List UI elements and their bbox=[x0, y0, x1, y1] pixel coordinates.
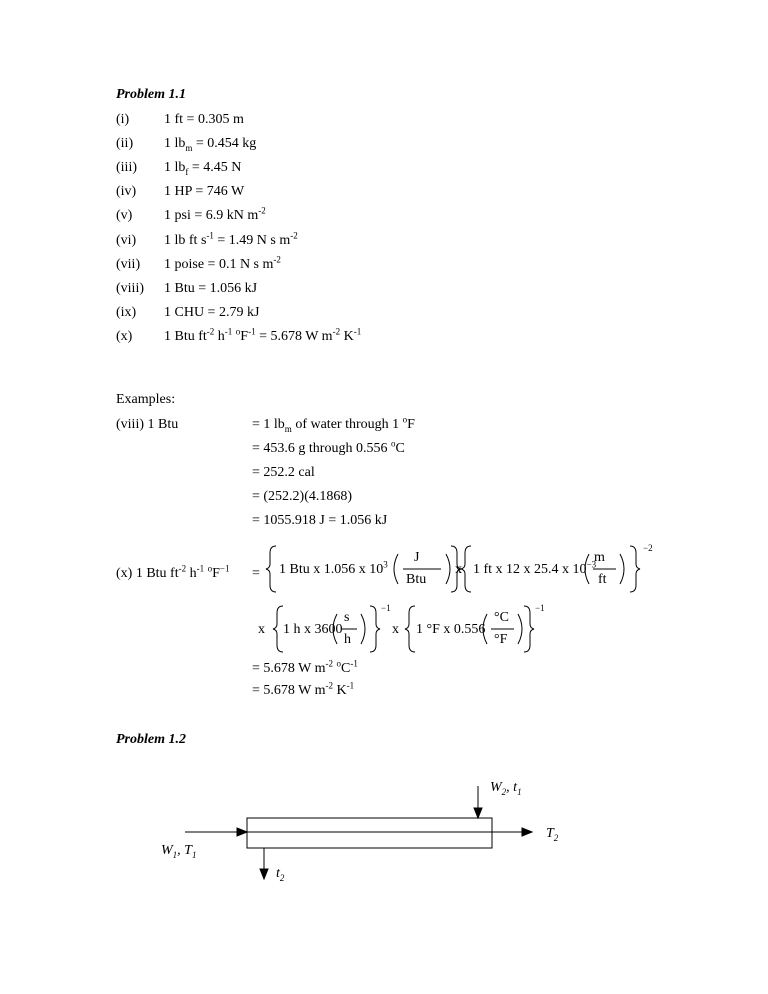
example-x-label: (x) 1 Btu $ft^{-2}$ $h^{-1}$ $^oF^{-1}$ bbox=[116, 563, 230, 581]
conversion-number: (i) bbox=[116, 112, 130, 127]
conversion-equation: 1 $lb_f = 4.45$ N bbox=[164, 160, 242, 177]
label-T2-outlet: $T_2$ bbox=[546, 826, 559, 843]
example-x-equals: = bbox=[252, 566, 260, 581]
conversion-equation: 1 HP = 746 W bbox=[164, 184, 245, 199]
arrow-right-inlet bbox=[237, 828, 247, 836]
conversion-number: (viii) bbox=[116, 281, 144, 296]
brace-open-1 bbox=[266, 546, 276, 592]
brace-close-4 bbox=[524, 606, 534, 652]
eq-times-2: x bbox=[258, 622, 265, 637]
eq-power-3: −1 bbox=[535, 603, 545, 613]
conversion-number: (iv) bbox=[116, 184, 137, 199]
label-w1-T1: $W_1$, $T_1$ bbox=[161, 843, 197, 860]
conversion-number: (vi) bbox=[116, 233, 137, 248]
paren-close-2 bbox=[620, 554, 624, 584]
conversion-equation: 1 poise = 0.1 N s $m^{-2}$ bbox=[164, 254, 281, 272]
frac1-denominator: Btu bbox=[406, 572, 427, 587]
label-w2-t1: $W_2$, $t_1$ bbox=[490, 780, 522, 797]
eq-term-4: 1 °F x 0.556 bbox=[416, 622, 486, 637]
example-x-result-kelvin: = 5.678 W $m^{-2}$ $K^{-1}$ bbox=[252, 680, 355, 698]
conversion-equation: 1 CHU = 2.79 kJ bbox=[164, 305, 260, 320]
brace-open-3 bbox=[273, 606, 283, 652]
arrow-right-outlet bbox=[522, 828, 532, 836]
conversion-number: (vii) bbox=[116, 257, 141, 272]
frac2-numerator: m bbox=[594, 550, 605, 565]
conversion-number: (ix) bbox=[116, 305, 137, 320]
example-viii-step: = 1 $lb_m$ of water through 1 $^o$F bbox=[252, 414, 415, 434]
problem-1-1-heading: Problem 1.1 bbox=[116, 87, 186, 102]
arrow-down-top bbox=[474, 808, 482, 818]
arrow-down-bottom bbox=[260, 869, 268, 879]
conversion-number: (v) bbox=[116, 208, 133, 223]
frac1-numerator: J bbox=[414, 550, 420, 565]
eq-term-2: 1 ft x 12 x 25.4 x $10^{-3}$ bbox=[473, 559, 597, 577]
brace-open-2 bbox=[461, 546, 471, 592]
eq-times-3: x bbox=[392, 622, 399, 637]
conversion-number: (x) bbox=[116, 329, 133, 344]
paren-close-1 bbox=[446, 554, 450, 584]
paren-open-1 bbox=[394, 554, 398, 584]
brace-close-3 bbox=[370, 606, 380, 652]
conversion-number: (ii) bbox=[116, 136, 134, 151]
examples-label: Examples: bbox=[116, 392, 176, 407]
heat-exchanger-diagram bbox=[185, 786, 532, 879]
eq-term-1: 1 Btu x 1.056 x $10^3$ bbox=[279, 559, 388, 577]
example-viii-step: = 1055.918 J = 1.056 kJ bbox=[252, 513, 388, 528]
conversion-equation: 1 $lb_m = 0.454$ kg bbox=[164, 136, 257, 153]
frac3-numerator: s bbox=[344, 610, 350, 625]
label-t2-bottom: $t_2$ bbox=[276, 866, 285, 883]
conversion-equation: 1 Btu = 1.056 kJ bbox=[164, 281, 258, 296]
eq-power-1: −2 bbox=[643, 543, 653, 553]
conversion-equation: 1 ft = 0.305 m bbox=[164, 112, 244, 127]
conversion-equation: 1 Btu $ft^{-2}$ $h^{-1}$ $^oF^{-1} = 5.678$ W $m^{-2}$ $K^{-1}$ bbox=[164, 326, 362, 344]
example-viii-label: (viii) 1 Btu bbox=[116, 417, 179, 432]
example-viii-step: = 453.6 g through 0.556 $^o$C bbox=[252, 438, 405, 456]
example-x-result-celsius: = 5.678 W $m^{-2}$ $^oC^{-1}$ bbox=[252, 658, 358, 676]
conversion-equation: 1 psi = 6.9 kN $m^{-2}$ bbox=[164, 205, 266, 223]
frac2-denominator: ft bbox=[598, 572, 607, 587]
conversion-number: (iii) bbox=[116, 160, 137, 175]
example-viii-step: = (252.2)(4.1868) bbox=[252, 489, 353, 504]
frac3-denominator: h bbox=[344, 632, 351, 647]
example-viii-step: = 252.2 cal bbox=[252, 465, 315, 480]
paren-close-4 bbox=[518, 614, 522, 644]
eq-term-3: 1 h x 3600 bbox=[283, 622, 343, 637]
eq-power-2: −1 bbox=[381, 603, 391, 613]
paren-close-3 bbox=[361, 614, 365, 644]
frac4-denominator: °F bbox=[494, 632, 508, 647]
exchanger-box bbox=[247, 818, 492, 848]
problem-1-2-heading: Problem 1.2 bbox=[116, 732, 186, 747]
brace-close-2 bbox=[630, 546, 640, 592]
frac4-numerator: °C bbox=[494, 610, 509, 625]
conversion-equation: 1 lb ft $s^{-1} = 1.49$ N s $m^{-2}$ bbox=[164, 230, 298, 248]
brace-open-4 bbox=[405, 606, 415, 652]
eq-times-1: x bbox=[455, 562, 462, 577]
